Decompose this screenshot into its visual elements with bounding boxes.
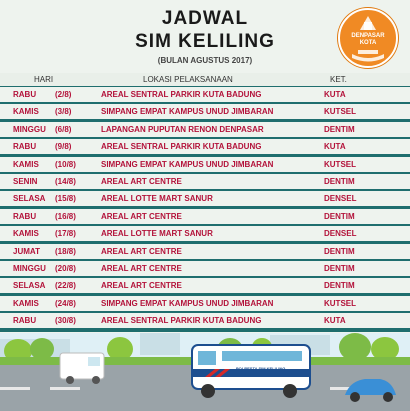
table-row [0, 313, 410, 328]
page-title-secondary: SIM KELILING [135, 31, 275, 52]
cell-day: RABU [13, 316, 37, 326]
cell-day: RABU [13, 142, 37, 152]
cell-location: LAPANGAN PUPUTAN RENON DENPASAR [101, 124, 264, 134]
cell-day: RABU [13, 211, 37, 221]
table-row [0, 87, 410, 102]
cell-note: DENTIM [324, 211, 355, 221]
column-header-location: LOKASI PELAKSANAAN [143, 75, 233, 84]
table-row [0, 296, 410, 311]
cell-date: (17/8) [55, 229, 76, 239]
cell-note: KUTA [324, 90, 346, 99]
cell-date: (6/8) [55, 124, 72, 134]
denpasar-logo [338, 8, 398, 68]
cell-date: (22/8) [55, 281, 76, 291]
cell-location: AREAL SENTRAL PARKIR KUTA BADUNG [101, 142, 262, 152]
cell-note: DENTIM [324, 246, 355, 256]
page-subtitle: (BULAN AGUSTUS 2017) [157, 56, 253, 65]
table-row [0, 244, 410, 259]
cell-location: SIMPANG EMPAT KAMPUS UNUD JIMBARAN [101, 107, 274, 117]
cell-location: SIMPANG EMPAT KAMPUS UNUD JIMBARAN [101, 298, 274, 308]
table-row [0, 157, 410, 172]
table-row [0, 226, 410, 241]
street-scene-graphic [0, 333, 410, 411]
cell-location: AREAL ART CENTRE [101, 211, 182, 221]
cell-day: KAMIS [13, 229, 39, 239]
cell-note: DENTIM [324, 124, 355, 134]
cell-day: MINGGU [13, 124, 46, 134]
cell-location: AREAL ART CENTRE [101, 177, 182, 186]
page-title: JADWAL [161, 8, 249, 29]
logo-text-kota: KOTA [359, 40, 377, 46]
schedule-table [0, 73, 410, 332]
cell-location: AREAL SENTRAL PARKIR KUTA BADUNG [101, 90, 262, 99]
cell-day: RABU [13, 90, 37, 99]
cell-location: AREAL ART CENTRE [101, 246, 182, 256]
cell-note: DENTIM [324, 177, 355, 186]
cell-location: SIMPANG EMPAT KAMPUS UNUD JIMBARAN [101, 159, 274, 169]
cell-date: (14/8) [55, 177, 76, 186]
cell-date: (16/8) [55, 211, 76, 221]
cell-date: (18/8) [55, 246, 76, 256]
cell-location: AREAL ART CENTRE [101, 264, 182, 273]
cell-day: KAMIS [13, 107, 39, 117]
cell-location: AREAL LOTTE MART SANUR [101, 194, 213, 204]
table-row [0, 278, 410, 293]
cell-note: DENTIM [324, 281, 355, 291]
cell-date: (3/8) [55, 107, 72, 117]
cell-note: DENSEL [324, 194, 357, 204]
cell-note: DENTIM [324, 264, 355, 273]
van-label: POLRESTA SIM KELILING [236, 366, 286, 371]
cell-day: JUMAT [13, 246, 40, 256]
column-header-day: HARI [34, 75, 54, 84]
cell-day: SENIN [13, 177, 38, 186]
cell-date: (24/8) [55, 298, 76, 308]
cell-day: SELASA [13, 194, 46, 204]
cell-location: AREAL LOTTE MART SANUR [101, 229, 213, 239]
cell-location: AREAL ART CENTRE [101, 281, 182, 291]
table-row [0, 139, 410, 154]
cell-date: (20/8) [55, 264, 76, 273]
cell-day: KAMIS [13, 298, 39, 308]
cell-date: (15/8) [55, 194, 76, 204]
table-row [0, 174, 410, 189]
table-header [0, 73, 410, 86]
table-row [0, 104, 410, 119]
logo-text-city: DENPASAR [351, 33, 385, 39]
table-row [0, 261, 410, 276]
cell-note: KUTSEL [324, 159, 356, 169]
cell-note: KUTA [324, 316, 346, 326]
cell-day: SELASA [13, 281, 46, 291]
table-row [0, 191, 410, 206]
table-row [0, 122, 410, 137]
street-illustration [0, 333, 410, 411]
cell-date: (10/8) [55, 159, 76, 169]
cell-note: KUTA [324, 142, 346, 152]
cell-note: DENSEL [324, 229, 357, 239]
column-header-note: KET. [330, 75, 347, 84]
cell-day: KAMIS [13, 159, 39, 169]
cell-note: KUTSEL [324, 298, 356, 308]
cell-date: (9/8) [55, 142, 72, 152]
cell-location: AREAL SENTRAL PARKIR KUTA BADUNG [101, 316, 262, 326]
table-row [0, 209, 410, 224]
cell-date: (2/8) [55, 90, 72, 99]
cell-note: KUTSEL [324, 107, 356, 117]
cell-day: MINGGU [13, 264, 46, 273]
cell-date: (30/8) [55, 316, 76, 326]
page-header [0, 0, 410, 72]
